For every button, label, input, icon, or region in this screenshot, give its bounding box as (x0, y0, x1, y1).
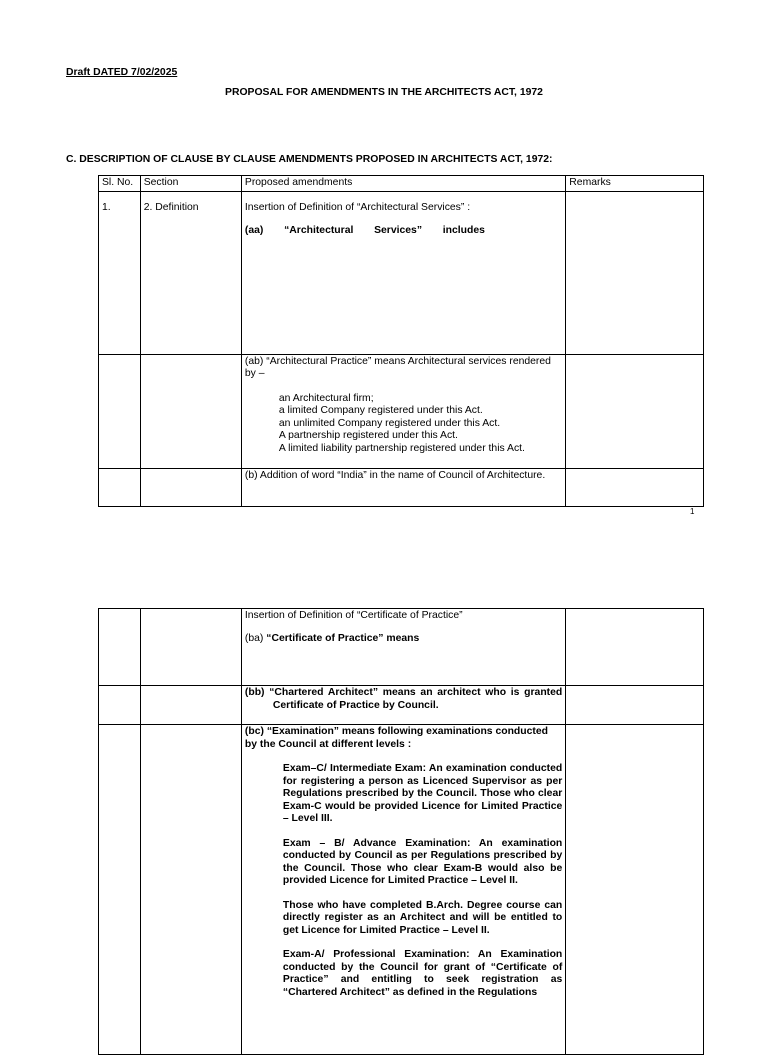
table-header-row (99, 176, 704, 192)
list-item: A partnership registered under this Act. (278, 430, 458, 441)
table-row (99, 468, 704, 506)
amendment-list (245, 393, 562, 456)
amendments-table (98, 175, 704, 507)
exam-a-paragraph: Exam-A/ Professional Examination: An Examination conducted by the Council for grant of “Certificate of Practice” and entitling to seek registration as “Chartered Architect” as defined in the Regulations (282, 949, 563, 998)
table-row (99, 354, 704, 468)
row-remarks (566, 191, 704, 354)
row-amendment: (b) Addition of word “India” in the name of Council of Architecture. (241, 468, 565, 506)
header-remarks: Remarks (566, 176, 704, 192)
list-item: an unlimited Company registered under this Act. (278, 417, 501, 429)
row-amendment (241, 191, 565, 354)
header-proposed-amendments: Proposed amendments (241, 176, 565, 192)
exam-c-paragraph: Exam–C/ Intermediate Exam: An examination conducted for registering a person as Licenced Supervisor as per Regulations prescribed by the Council. Those who clear Exam-C would be provided Licence for Limited Practice – Level III. (282, 763, 563, 824)
list-item: a limited Company registered under this Act. (278, 405, 483, 416)
row-sl-no: 1. (99, 191, 141, 354)
draft-date: Draft DATED 7/02/2025 (66, 67, 178, 78)
table-row (99, 686, 704, 725)
list-item: A limited liability partnership registered under this Act. (278, 442, 525, 454)
row-section: 2. Definition (140, 191, 241, 354)
section-heading: C. DESCRIPTION OF CLAUSE BY CLAUSE AMENDMENTS PROPOSED IN ARCHITECTS ACT, 1972: (66, 154, 553, 165)
amendment-intro: Insertion of Definition of “Architectural Services” : (244, 201, 471, 213)
exam-b-paragraph: Exam – B/ Advance Examination: An examination conducted by Council as per Regulations prescribed by the Council. Those who clear Exam-B would also be provided Licence for Limited Practice – Level II. (282, 837, 563, 886)
document-title: PROPOSAL FOR AMENDMENTS IN THE ARCHITECTS ACT, 1972 (225, 87, 543, 98)
amendment-definition-aa: (aa) “Architectural Services” includes (244, 225, 485, 236)
amendment-intro: Insertion of Definition of “Certificate of Practice” (244, 610, 463, 621)
page-number: 1 (690, 507, 695, 516)
list-item: an Architectural firm; (278, 392, 374, 404)
barch-paragraph: Those who have completed B.Arch. Degree course can directly register as an Architect and will be entitled to get Licence for Limited Practice – Level II. (282, 899, 563, 936)
amendment-definition-ba: (ba) “Certificate of Practice” means (244, 632, 420, 644)
table-row (99, 609, 704, 686)
header-sl-no: Sl. No. (99, 176, 141, 192)
row-amendment (241, 725, 565, 1055)
amendment-lead: (bc) “Examination” means following examinations conducted by the Council at different levels : (244, 726, 548, 750)
amendments-table-continued (98, 608, 704, 1055)
table-row (99, 191, 704, 354)
header-section: Section (140, 176, 241, 192)
row-amendment (241, 609, 565, 686)
table-row (99, 725, 704, 1055)
row-amendment (241, 354, 565, 468)
amendment-lead: (ab) “Architectural Practice” means Architectural services rendered by – (244, 355, 551, 379)
row-amendment: (bb) “Chartered Architect” means an architect who is granted Certificate of Practice by Council. (241, 686, 565, 725)
